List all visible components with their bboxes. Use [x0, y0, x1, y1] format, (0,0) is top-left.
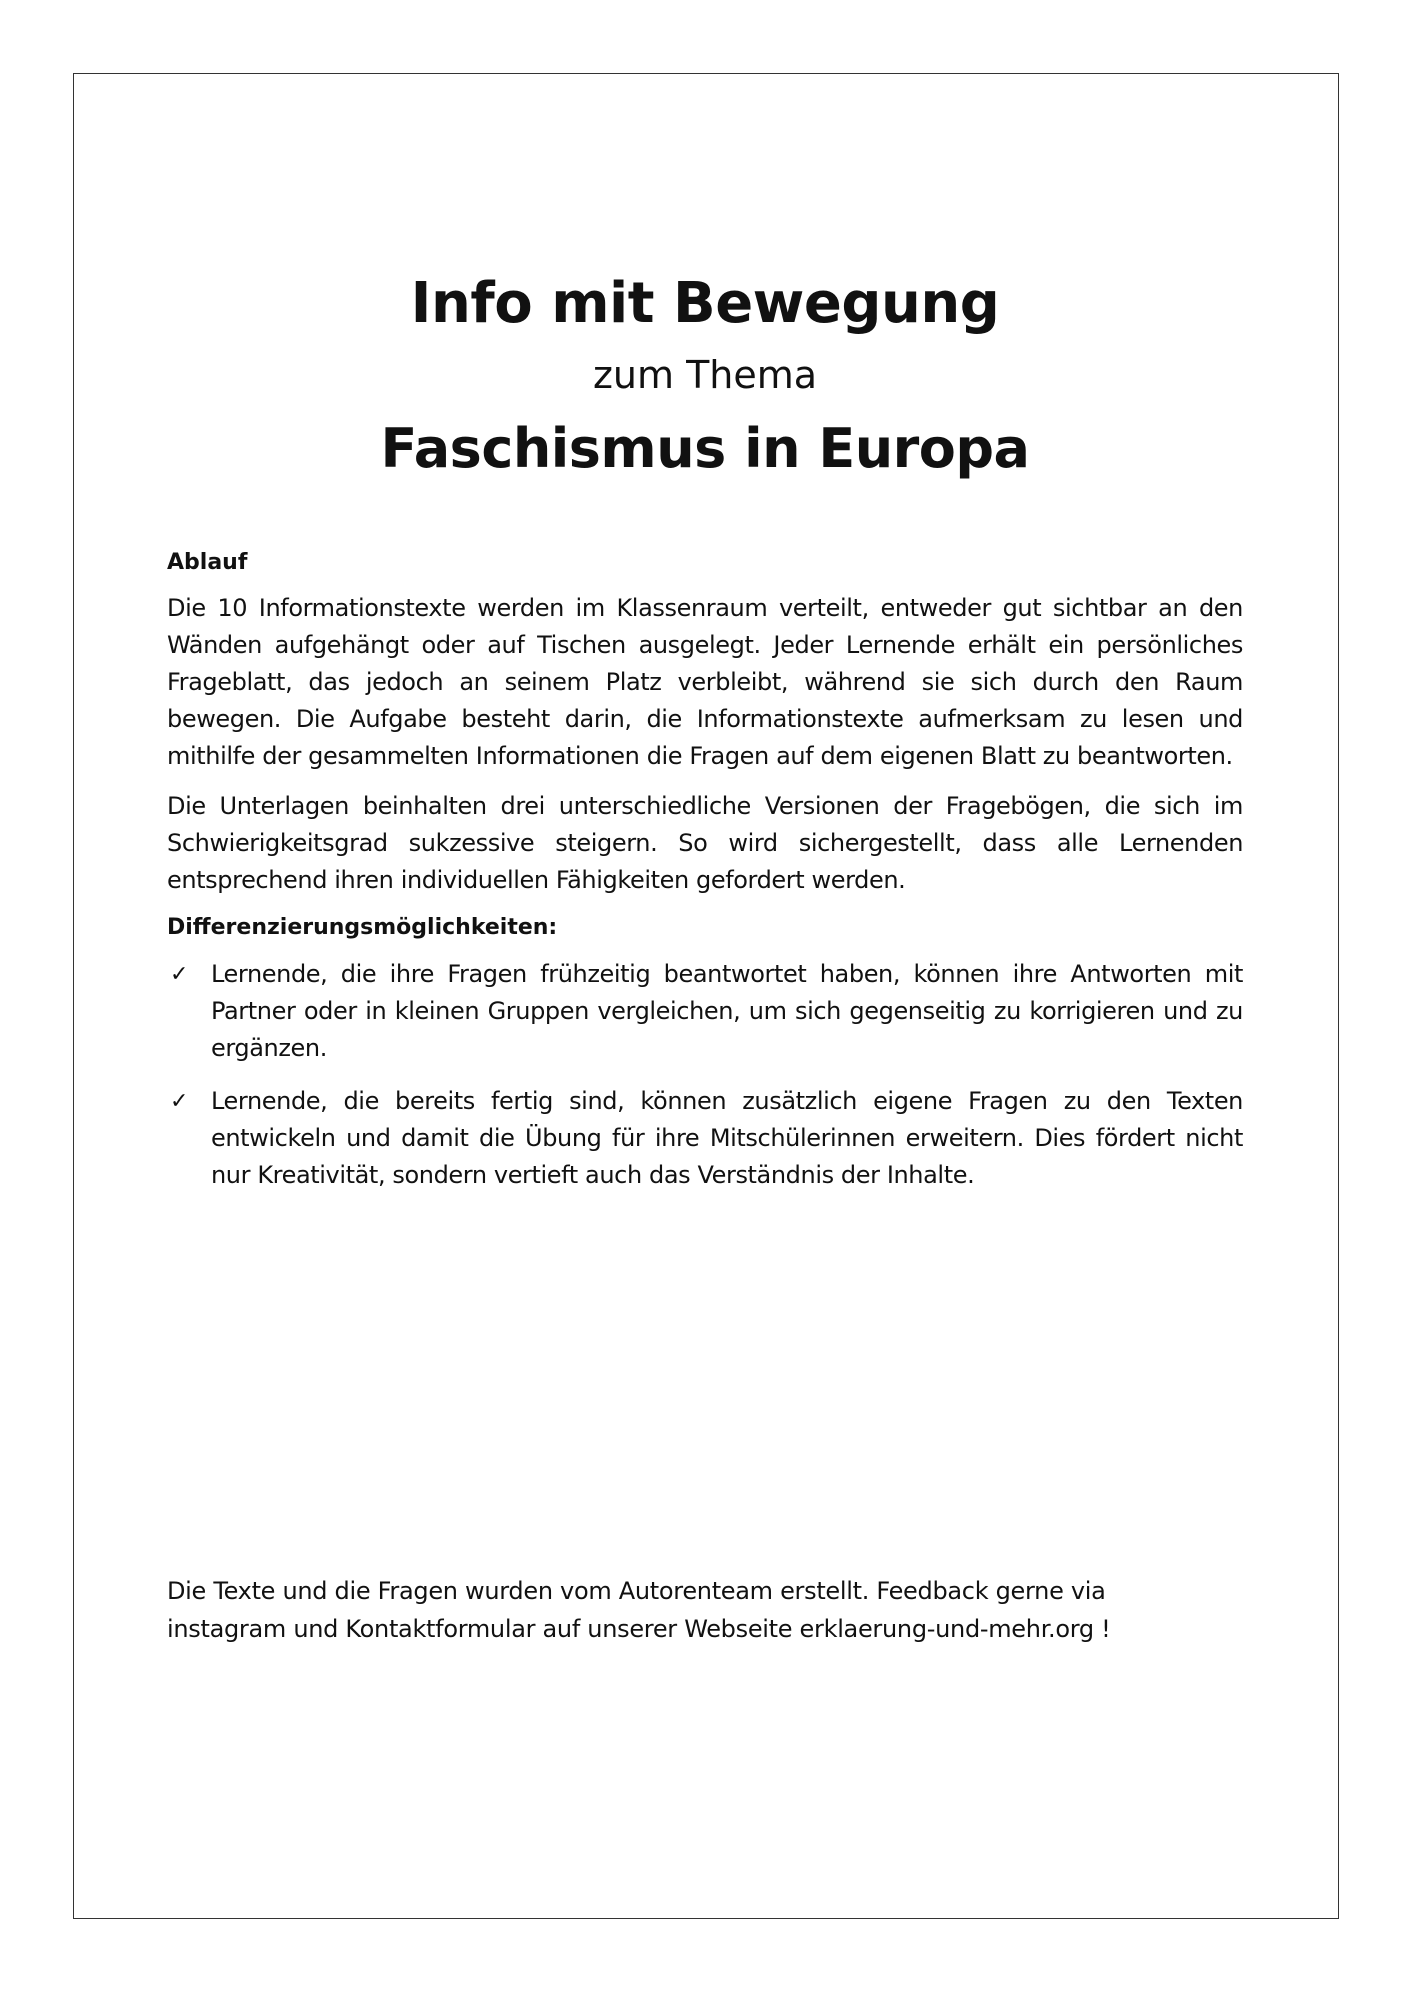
ablauf-paragraph-1: Die 10 Informationstexte werden im Klassenraum verteilt, entweder gut sichtbar an den Wänden aufgehängt oder auf Tischen ausgelegt. Jeder Lernende erhält ein persönliches Frageblatt, das jedoch an seinem Platz verbleibt, während sie sich durch den Raum bewegen. Die Aufgabe besteht darin, die Informationstexte aufmerksam zu lesen und mithilfe der gesammelten Informationen die Fragen auf dem eigenen Blatt zu beantworten.: [167, 594, 1243, 771]
list-item-text: Lernende, die bereits fertig sind, können zusätzlich eigene Fragen zu den Texten entwickeln und damit die Übung für ihre Mitschülerinnen erweitern. Dies fördert nicht nur Kreativität, sondern vertieft auch das Verständnis der Inhalte.: [211, 1087, 1243, 1190]
differenzierung-list: [167, 956, 1243, 1194]
document-content: [167, 270, 1243, 1194]
footer-line-2: instagram und Kontaktformular auf unserer Webseite erklaerung-und-mehr.org !: [167, 1615, 1111, 1643]
footer-line-1: Die Texte und die Fragen wurden vom Autorenteam erstellt. Feedback gerne via: [167, 1577, 1106, 1605]
ablauf-heading: Ablauf: [167, 549, 248, 575]
list-item: [167, 1083, 1243, 1194]
page-title: Info mit Bewegung: [410, 271, 1000, 336]
ablauf-paragraph-2: Die Unterlagen beinhalten drei unterschiedliche Versionen der Fragebögen, die sich im Schwierigkeitsgrad sukzessive steigern. So wird sichergestellt, dass alle Lernenden entsprechend ihren individuellen Fähigkeiten gefordert werden.: [167, 792, 1243, 895]
page-subtitle: zum Thema: [592, 353, 818, 398]
differenzierung-heading: Differenzierungsmöglichkeiten:: [167, 915, 558, 941]
topic-title: Faschismus in Europa: [380, 416, 1030, 480]
list-item-text: Lernende, die ihre Fragen frühzeitig beantwortet haben, können ihre Antworten mit Partner oder in kleinen Gruppen vergleichen, um sich gegenseitig zu korrigieren und zu ergänzen.: [211, 960, 1243, 1063]
checkmark-icon: ✓: [170, 962, 189, 988]
checkmark-icon: ✓: [170, 1089, 189, 1115]
list-item: [167, 956, 1243, 1067]
footer-note: [167, 1572, 1243, 1648]
